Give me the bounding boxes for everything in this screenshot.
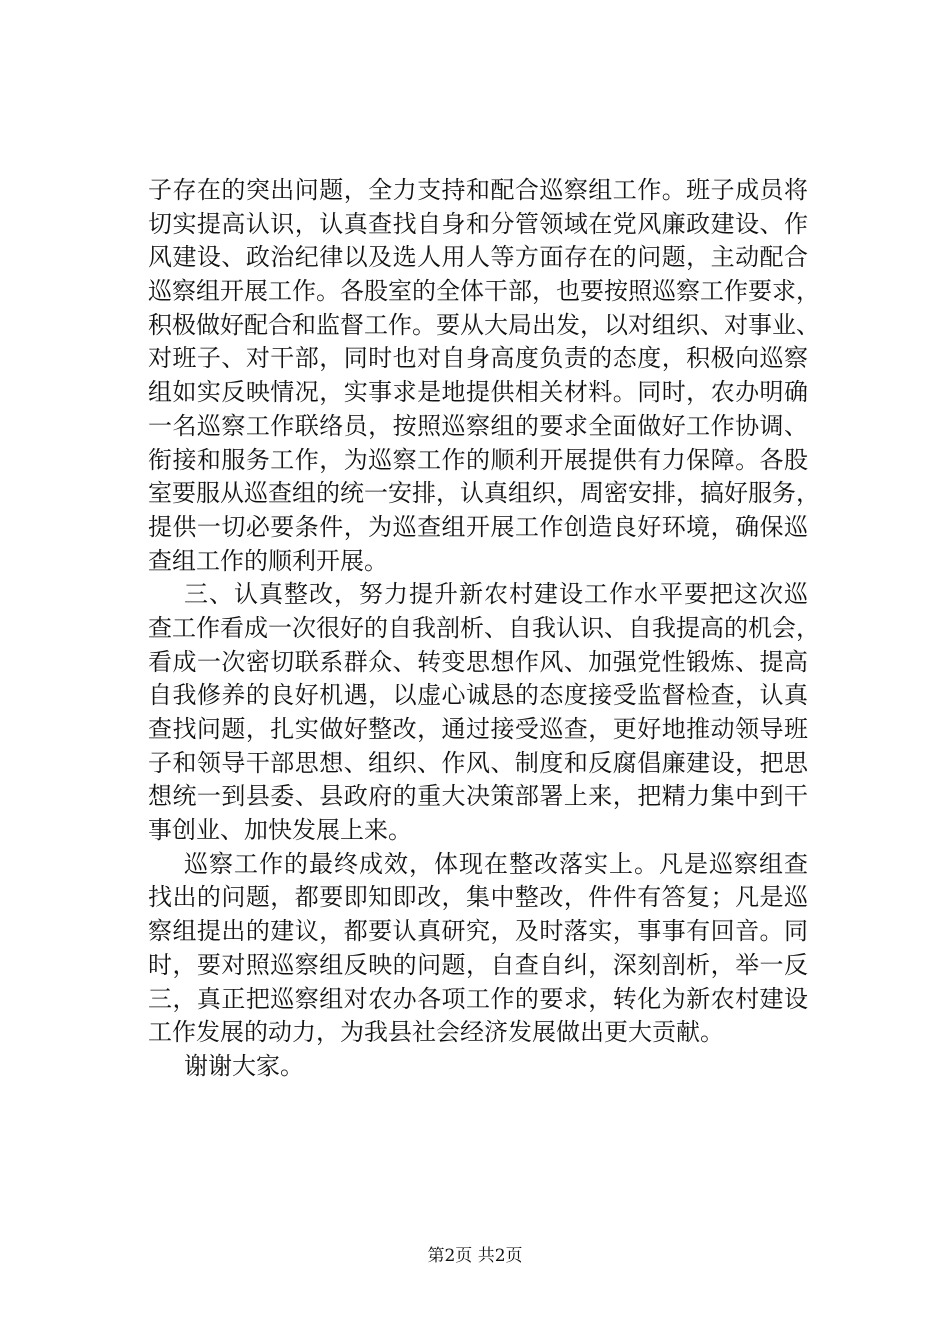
text-line: 想统一到县委、县政府的重大决策部署上来，把精力集中到干 (148, 782, 808, 811)
text-line: 巡察组开展工作。各股室的全体干部，也要按照巡察工作要求， (148, 277, 820, 306)
text-line: 衔接和服务工作，为巡察工作的顺利开展提供有力保障。各股 (148, 445, 808, 474)
text-line: 查找问题，扎实做好整改，通过接受巡查，更好地推动领导班 (148, 715, 808, 743)
text-line: 工作发展的动力，为我县社会经济发展做出更大贡献。 (148, 1018, 724, 1047)
text-line: 对班子、对干部，同时也对自身高度负责的态度，积极向巡察 (148, 344, 808, 373)
text-line: 察组提出的建议，都要认真研究，及时落实，事事有回音。同 (148, 917, 808, 946)
text-line: 三、认真整改，努力提升新农村建设工作水平要把这次巡 (184, 580, 808, 609)
text-line: 风建设、政治纪律以及选人用人等方面存在的问题，主动配合 (148, 243, 808, 272)
page-footer: 第2页 共2页 (427, 1246, 523, 1266)
text-line: 一名巡察工作联络员，按照巡察组的要求全面做好工作协调、 (148, 411, 808, 440)
text-line: 三，真正把巡察组对农办各项工作的要求，转化为新农村建设 (148, 984, 808, 1013)
text-line: 组如实反映情况，实事求是地提供相关材料。同时，农办明确 (148, 378, 808, 407)
text-line: 事创业、加快发展上来。 (148, 816, 412, 845)
document-body (148, 174, 820, 1084)
text-line: 子和领导干部思想、组织、作风、制度和反腐倡廉建设，把思 (148, 748, 808, 777)
text-line: 谢谢大家。 (184, 1051, 304, 1080)
text-line: 看成一次密切联系群众、转变思想作风、加强党性锻炼、提高 (148, 647, 808, 676)
text-line: 查组工作的顺利开展。 (148, 546, 388, 575)
text-line: 切实提高认识，认真查找自身和分管领域在党风廉政建设、作 (148, 209, 808, 238)
text-line: 查工作看成一次很好的自我剖析、自我认识、自我提高的机会， (148, 613, 820, 642)
text-line: 时，要对照巡察组反映的问题，自查自纠，深刻剖析，举一反 (148, 950, 808, 979)
text-line: 自我修养的良好机遇，以虚心诚恳的态度接受监督检查，认真 (148, 681, 808, 710)
text-line: 室要服从巡查组的统一安排，认真组织，周密安排，搞好服务， (148, 479, 820, 508)
text-line: 提供一切必要条件，为巡查组开展工作创造良好环境，确保巡 (148, 512, 808, 541)
text-line: 积极做好配合和监督工作。要从大局出发，以对组织、对事业、 (148, 310, 820, 339)
text-line: 子存在的突出问题，全力支持和配合巡察组工作。班子成员将 (148, 176, 808, 204)
text-line: 找出的问题，都要即知即改，集中整改，件件有答复；凡是巡 (148, 883, 808, 912)
text-line: 巡察工作的最终成效，体现在整改落实上。凡是巡察组查 (184, 849, 808, 878)
